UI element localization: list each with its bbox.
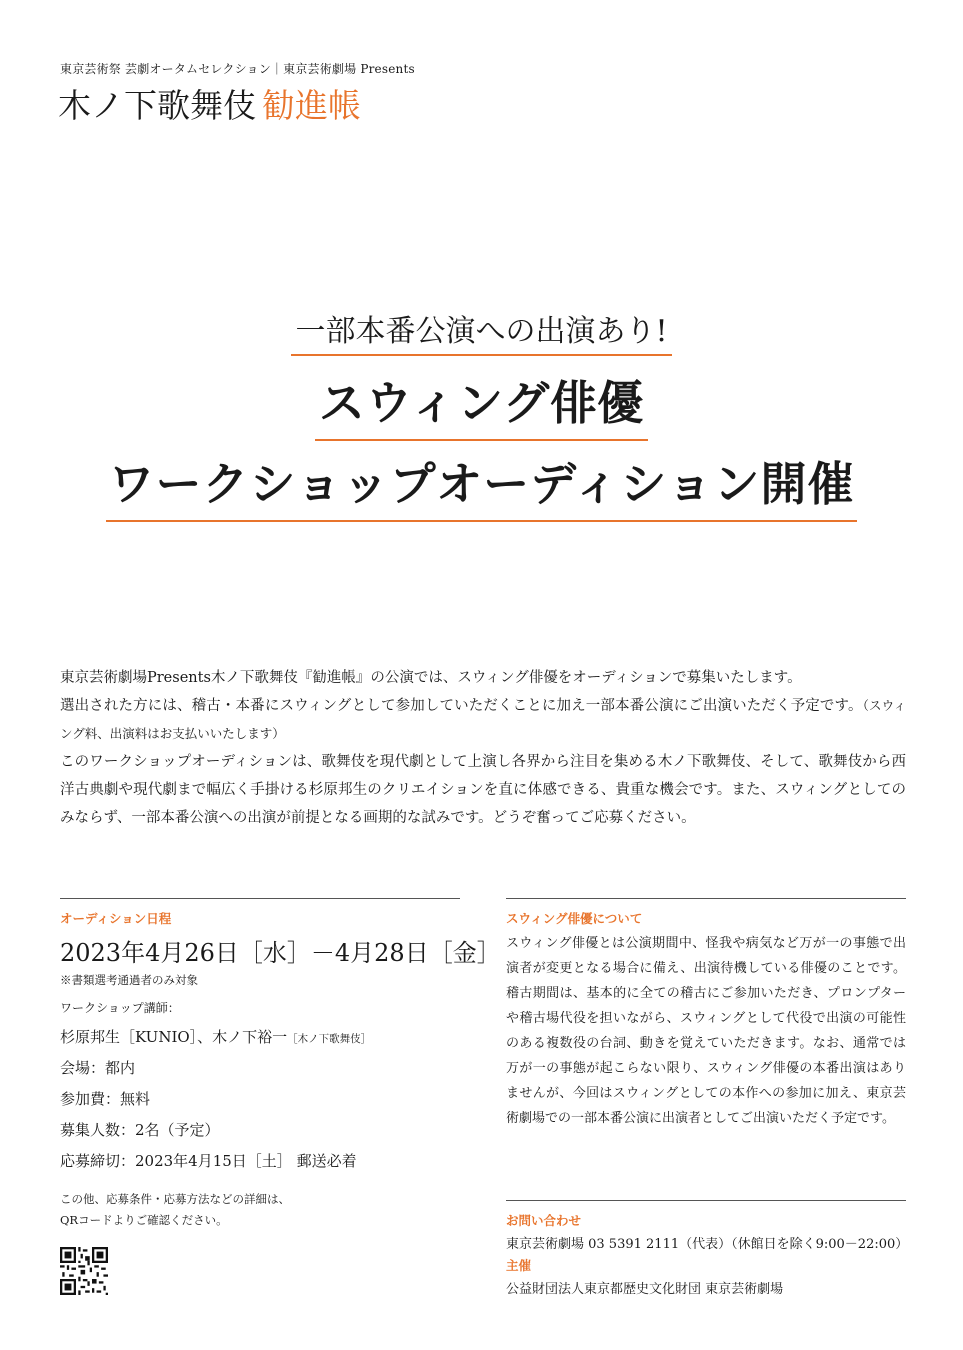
headline-line1-wrap	[0, 306, 963, 356]
dates-note: ※書類選考通過者のみ対象	[60, 973, 198, 987]
title-main: 木ノ下歌舞伎	[58, 86, 256, 125]
intro-text	[60, 664, 906, 832]
audition-dates: 2023年4月26日［水］－4月28日［金］	[60, 939, 501, 967]
headline-line3-wrap	[0, 448, 963, 522]
intro-p2-text: 選出された方には、稽古・本番にスウィングとして参加していただくことに加え一部本番公演にご出演いただく予定です。	[60, 698, 863, 714]
about-divider	[506, 898, 906, 899]
intro-p2-note: （スウィング料、出演料はお支払いいたします）	[60, 698, 906, 741]
schedule-label: オーディション日程	[60, 911, 172, 926]
instructors-row	[60, 1026, 460, 1047]
headline-line2: スウィング俳優	[315, 367, 648, 441]
headline-line1: 一部本番公演への出演あり!	[291, 306, 671, 356]
detail-note	[60, 1189, 460, 1231]
organizer: 公益財団法人東京都歴史文化財団 東京芸術劇場	[506, 1282, 784, 1297]
venue: 会場：都内	[60, 1059, 136, 1077]
instructor-label: ワークショップ講師：	[60, 1001, 180, 1015]
contact-label: お問い合わせ	[506, 1213, 582, 1228]
instructors: 杉原邦生［KUNIO］、木ノ下裕一	[60, 1028, 288, 1046]
schedule-column	[60, 898, 501, 1299]
fee: 参加費：無料	[60, 1090, 151, 1108]
headline-line2-wrap	[0, 367, 963, 441]
capacity: 募集人数：2名（予定）	[60, 1121, 220, 1139]
instructor-label-row	[60, 998, 460, 1016]
detail-line-2: QRコードよりご確認ください。	[60, 1213, 228, 1227]
intro-paragraph-2	[60, 692, 906, 748]
headline-line3: ワークショップオーディション開催	[106, 448, 856, 522]
contact-divider	[506, 1200, 906, 1201]
about-text: スウィング俳優とは公演期間中、怪我や病気など万が一の事態で出演者が変更となる場合に備え、出演待機している俳優のことです。稽古期間は、基本的に全ての稽古にご参加いただき、プロンプターや稽古場代役を担いながら、スウィングとして代役で出演の可能性のある複数役の台詞、動きを覚えていただきます。なお、通常では万が一の事態が起こらない限り、スウィング俳優の本番出演はありませんが、今回はスウィングとしての本作への参加に加え、東京芸術劇場での一部本番公演に出演者としてご出演いただく予定です。	[506, 936, 906, 1126]
intro-paragraph-1: 東京芸術劇場Presents木ノ下歌舞伎『勧進帳』の公演では、スウィング俳優をオーディションで募集いたします。	[60, 670, 802, 686]
detail-line-1: この他、応募条件・応募方法などの詳細は、	[60, 1192, 290, 1206]
organizer-label: 主催	[506, 1258, 532, 1273]
about-label: スウィング俳優について	[506, 911, 643, 926]
header-title	[58, 80, 361, 127]
contact-block	[506, 1200, 909, 1297]
schedule-divider	[60, 898, 460, 899]
deadline: 応募締切：2023年4月15日［土］ 郵送必着	[60, 1152, 357, 1170]
title-accent: 勧進帳	[262, 86, 361, 125]
about-column	[506, 898, 906, 1131]
intro-paragraph-3: このワークショップオーディションは、歌舞伎を現代劇として上演し各界から注目を集める木ノ下歌舞伎、そして、歌舞伎から西洋古典劇や現代劇まで幅広く手掛ける杉原邦生のクリエイションを直に体感できる、貴重な機会です。また、スウィングとしてのみならず、一部本番公演への出演が前提となる画期的な試みです。どうぞ奮ってご応募ください。	[60, 754, 906, 826]
qr-code-icon[interactable]	[60, 1247, 108, 1295]
contact-line: 東京芸術劇場 03 5391 2111（代表）（休館日を除く9:00－22:00）	[506, 1237, 909, 1252]
header-subtitle: 東京芸術祭 芸劇オータムセレクション｜東京芸術劇場 Presents	[60, 62, 415, 76]
instructors-note: ［木ノ下歌舞伎］	[287, 1033, 372, 1045]
